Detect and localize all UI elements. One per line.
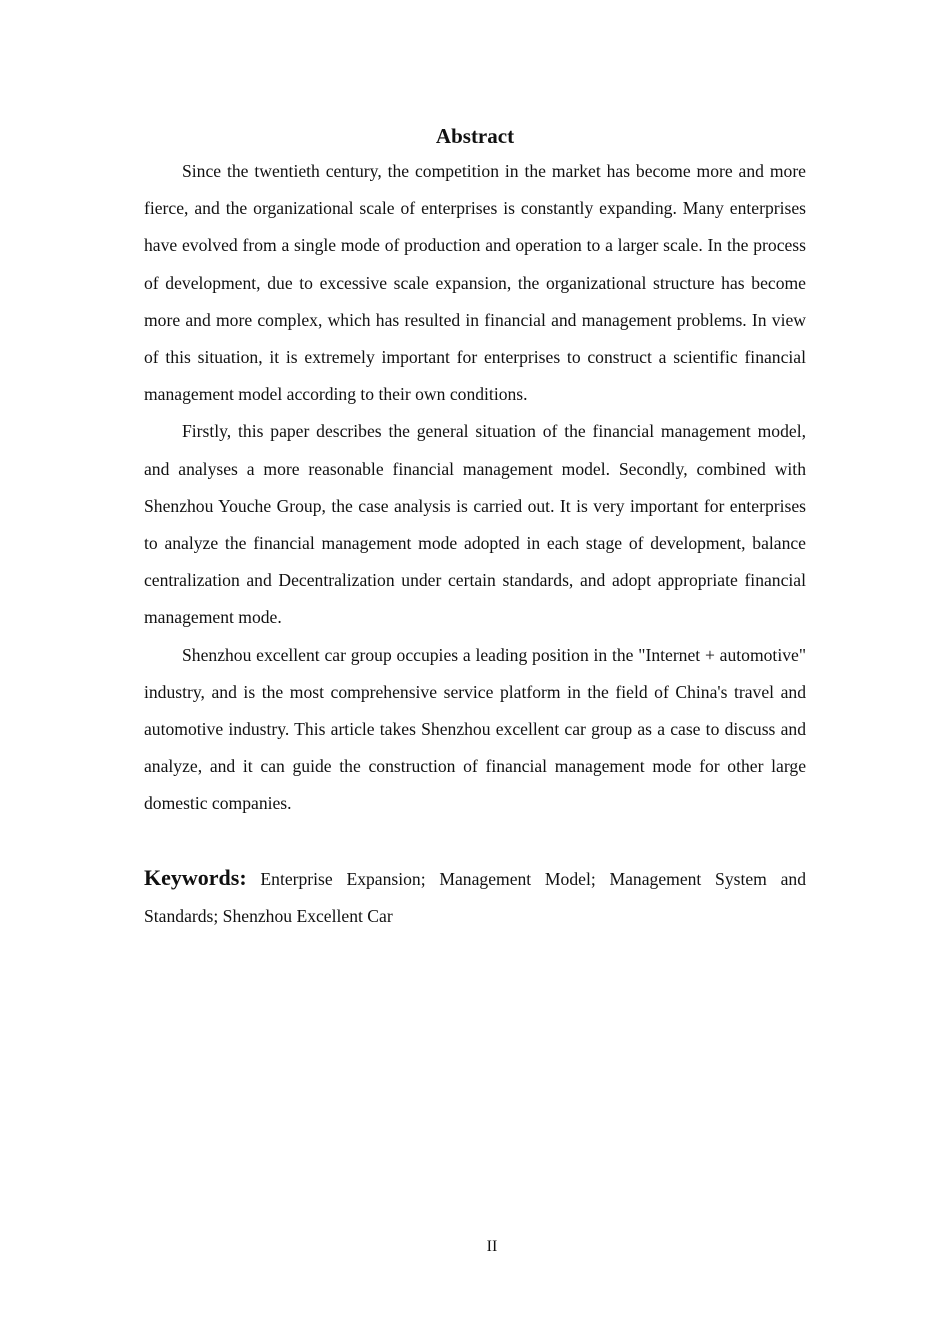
keywords-section	[144, 859, 806, 935]
page-number: II	[486, 1238, 498, 1255]
keywords-label: Keywords:	[144, 864, 247, 890]
abstract-page	[144, 120, 806, 935]
keywords-text: Enterprise Expansion; Management Model; Management System and Standards; Shenzhou Excellent Car	[144, 868, 807, 926]
abstract-title: Abstract	[435, 124, 515, 148]
abstract-paragraph-1: Since the twentieth century, the competition in the market has become more and more fierce, and the organizational scale of enterprises is constantly expanding. Many enterprises have evolved from a single mode of production and operation to a larger scale. In the process of development, due to excessive scale expansion, the organizational structure has become more and more complex, which has resulted in financial and management problems. In view of this situation, it is extremely important for enterprises to construct a scientific financial management model according to their own conditions.	[144, 161, 806, 405]
abstract-paragraph-3: Shenzhou excellent car group occupies a leading position in the "Internet + automotive" industry, and is the most comprehensive service platform in the field of China's travel and automotive industry. This article takes Shenzhou excellent car group as a case to discuss and analyze, and it can guide the construction of financial management mode for other large domestic companies.	[144, 644, 806, 814]
abstract-paragraph-2: Firstly, this paper describes the general situation of the financial management model, and analyses a more reasonable financial management model. Secondly, combined with Shenzhou Youche Group, the case analysis is carried out. It is very important for enterprises to analyze the financial management mode adopted in each stage of development, balance centralization and Decentralization under certain standards, and adopt appropriate financial management mode.	[144, 421, 806, 628]
